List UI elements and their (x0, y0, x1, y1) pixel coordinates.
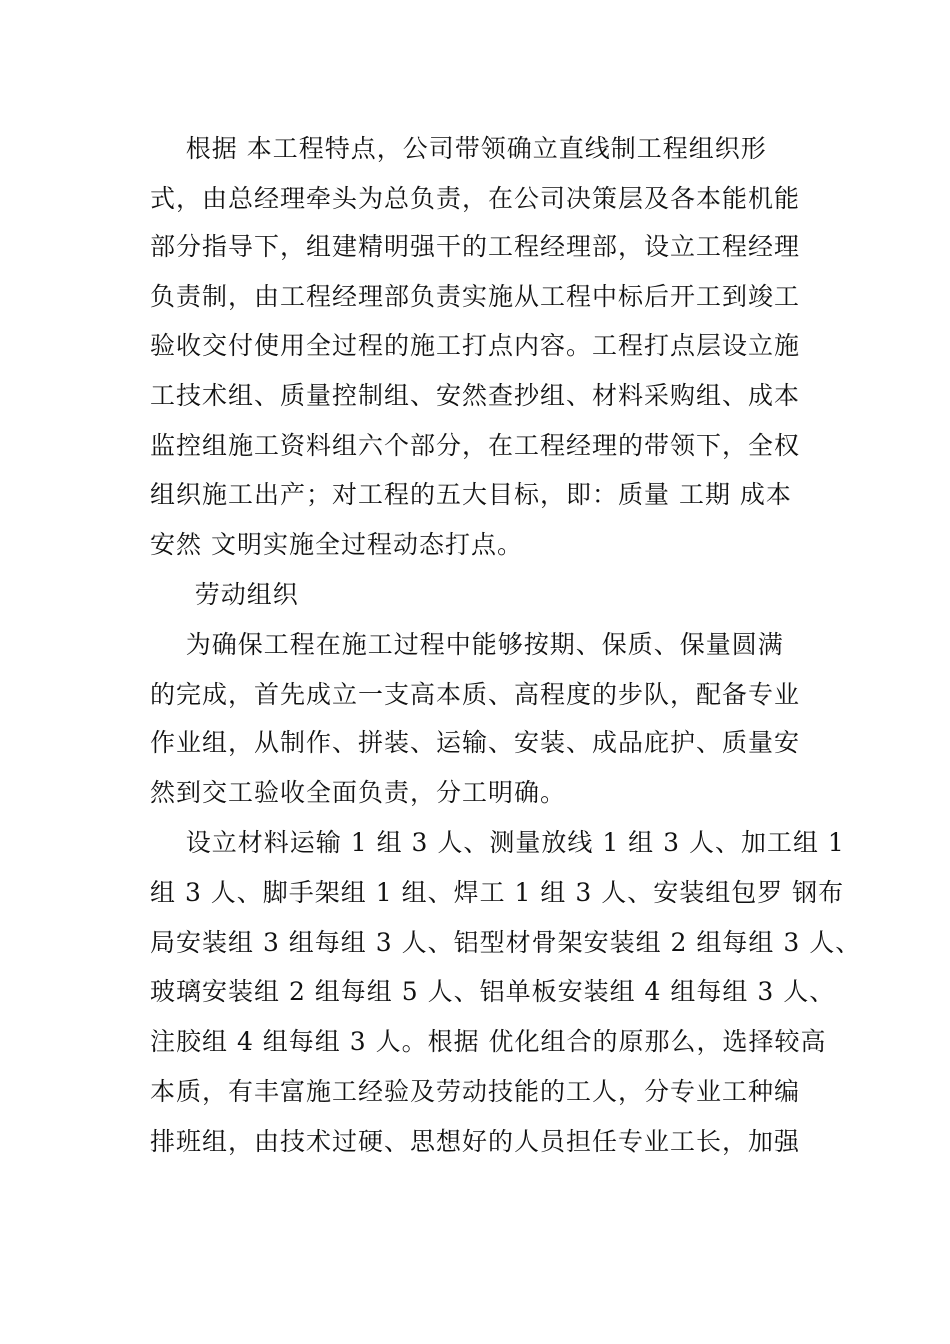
paragraph-line: 验收交付使用全过程的施工打点内容。工程打点层设立施 (150, 331, 801, 360)
paragraph-line: 设立材料运输 1 组 3 人、测量放线 1 组 3 人、加工组 1 (150, 828, 845, 857)
section-heading: 劳动组织 (150, 580, 299, 609)
paragraph-line: 排班组，由技术过硬、思想好的人员担任专业工长，加强 (150, 1127, 801, 1156)
paragraph-line: 然到交工验收全面负责，分工明确。 (150, 778, 567, 807)
paragraph-line: 监控组施工资料组六个部分，在工程经理的带领下，全权 (150, 431, 801, 460)
paragraph-line: 工技术组、质量控制组、安然查抄组、材料采购组、成本 (150, 381, 801, 410)
paragraph-line: 根据 本工程特点，公司带领确立直线制工程组织形 (150, 134, 767, 163)
paragraph-line: 安然 文明实施全过程动态打点。 (150, 530, 523, 559)
paragraph-line: 的完成，首先成立一支高本质、高程度的步队，配备专业 (150, 680, 801, 709)
paragraph-line: 为确保工程在施工过程中能够按期、保质、保量圆满 (150, 630, 784, 659)
paragraph-line: 玻璃安装组 2 组每组 5 人、铝单板安装组 4 组每组 3 人、 (150, 977, 836, 1006)
paragraph-line: 式，由总经理牵头为总负责，在公司决策层及各本能机能 (150, 184, 801, 213)
paragraph-line: 局安装组 3 组每组 3 人、铝型材骨架安装组 2 组每组 3 人、 (150, 928, 862, 957)
paragraph-line: 组织施工出产；对工程的五大目标，即：质量 工期 成本 (150, 480, 792, 509)
paragraph-line: 作业组，从制作、拼装、运输、安装、成品庇护、质量安 (150, 728, 801, 757)
paragraph-line: 组 3 人、脚手架组 1 组、焊工 1 组 3 人、安装组包罗 钢布 (150, 878, 845, 907)
paragraph-line: 注胶组 4 组每组 3 人。根据 优化组合的原那么，选择较高 (150, 1027, 827, 1056)
paragraph-line: 负责制，由工程经理部负责实施从工程中标后开工到竣工 (150, 282, 801, 311)
paragraph-line: 部分指导下，组建精明强干的工程经理部，设立工程经理 (150, 232, 801, 261)
paragraph-line: 本质，有丰富施工经验及劳动技能的工人，分专业工种编 (150, 1077, 801, 1106)
